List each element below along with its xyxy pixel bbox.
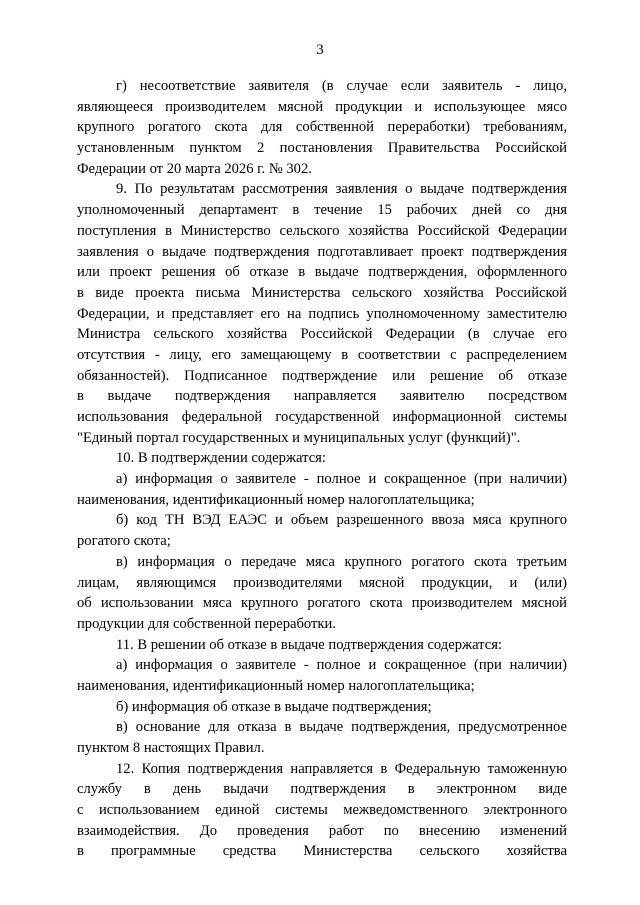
text-line: 9. По результатам рассмотрения заявления о выдаче подтверждения — [116, 181, 567, 198]
text-line: в виде проекта письма Министерства сельского хозяйства Российской — [77, 284, 567, 301]
paragraph-p10b — [77, 510, 567, 551]
text-line: а) информация о заявителе - полное и сокращенное (при наличии) — [116, 657, 567, 674]
text-line: службу в день выдачи подтверждения в электронном виде — [77, 781, 567, 798]
text-line: установленным пунктом 2 постановления Правительства Российской — [77, 140, 567, 157]
text-line: об использовании мяса крупного рогатого скота производителем мясной — [77, 595, 567, 612]
text-line: обязанностей). Подписанное подтверждение или решение об отказе — [77, 367, 567, 384]
text-line: поступления в Министерство сельского хозяйства Российской Федерации — [77, 222, 567, 239]
text-line: взаимодействия. До проведения работ по внесению изменений — [77, 822, 567, 839]
text-line: лицам, являющимся производителями мясной продукции, и (или) — [77, 574, 567, 591]
text-line: Министра сельского хозяйства Российской Федерации (в случае его — [77, 326, 567, 343]
text-line: наименования, идентификационный номер налогоплательщика; — [77, 491, 475, 508]
text-line: использования федеральной государственной информационной системы — [77, 409, 567, 425]
text-line: продукции для собственной переработки. — [77, 615, 336, 632]
text-line: рогатого скота; — [77, 533, 171, 550]
text-line: 11. В решении об отказе в выдаче подтверждения содержатся: — [116, 636, 502, 653]
paragraph-p11v — [77, 717, 567, 758]
text-line: крупного рогатого скота для собственной переработки) требованиям, — [77, 119, 567, 136]
text-line: пунктом 8 настоящих Правил. — [77, 740, 265, 756]
paragraph-p10 — [77, 448, 567, 469]
text-line: отсутствия - лицу, его замещающему в соответствии с распределением — [77, 346, 567, 363]
text-line: б) информация об отказе в выдаче подтверждения; — [116, 698, 432, 715]
text-line: а) информация о заявителе - полное и сокращенное (при наличии) — [116, 471, 567, 488]
document-body — [77, 76, 567, 862]
paragraph-p12 — [77, 759, 567, 862]
text-line: наименования, идентификационный номер налогоплательщика; — [77, 677, 475, 694]
text-line: заявления о выдаче подтверждения подготавливает проект подтверждения — [77, 243, 567, 260]
text-line: 10. В подтверждении содержатся: — [116, 450, 326, 467]
text-line: или проект решения об отказе в выдаче подтверждения, оформленного — [77, 264, 567, 281]
text-line: 12. Копия подтверждения направляется в Федеральную таможенную — [116, 760, 567, 777]
paragraph-p11a — [77, 655, 567, 696]
paragraph-p9 — [77, 179, 567, 448]
text-line: г) несоответствие заявителя (в случае если заявитель - лицо, — [116, 78, 567, 94]
text-line: в) основание для отказа в выдаче подтверждения, предусмотренное — [116, 719, 567, 736]
text-line: Федерации, и представляет его на подпись уполномоченному заместителю — [77, 305, 567, 322]
paragraph-p10v — [77, 552, 567, 635]
text-line: в программные средства Министерства сельского хозяйства — [77, 843, 567, 860]
page-number: 3 — [316, 42, 324, 58]
text-line: Федерации от 20 марта 2026 г. № 302. — [77, 160, 312, 177]
text-line: б) код ТН ВЭД ЕАЭС и объем разрешенного ввоза мяса крупного — [116, 512, 567, 529]
paragraph-p11b — [77, 697, 567, 718]
text-line: "Единый портал государственных и муниципальных услуг (функций)". — [77, 429, 521, 446]
text-line: в выдаче подтверждения направляется заявителю посредством — [77, 388, 567, 405]
text-line: в) информация о передаче мяса крупного рогатого скота третьим — [116, 553, 567, 570]
text-line: уполномоченный департамент в течение 15 рабочих дней со дня — [77, 202, 567, 219]
text-line: с использованием единой системы межведомственного электронного — [77, 802, 567, 819]
text-line: являющееся производителем мясной продукции и использующее мясо — [77, 98, 567, 115]
paragraph-p11 — [77, 635, 567, 656]
paragraph-g — [77, 76, 567, 179]
paragraph-p10a — [77, 469, 567, 510]
